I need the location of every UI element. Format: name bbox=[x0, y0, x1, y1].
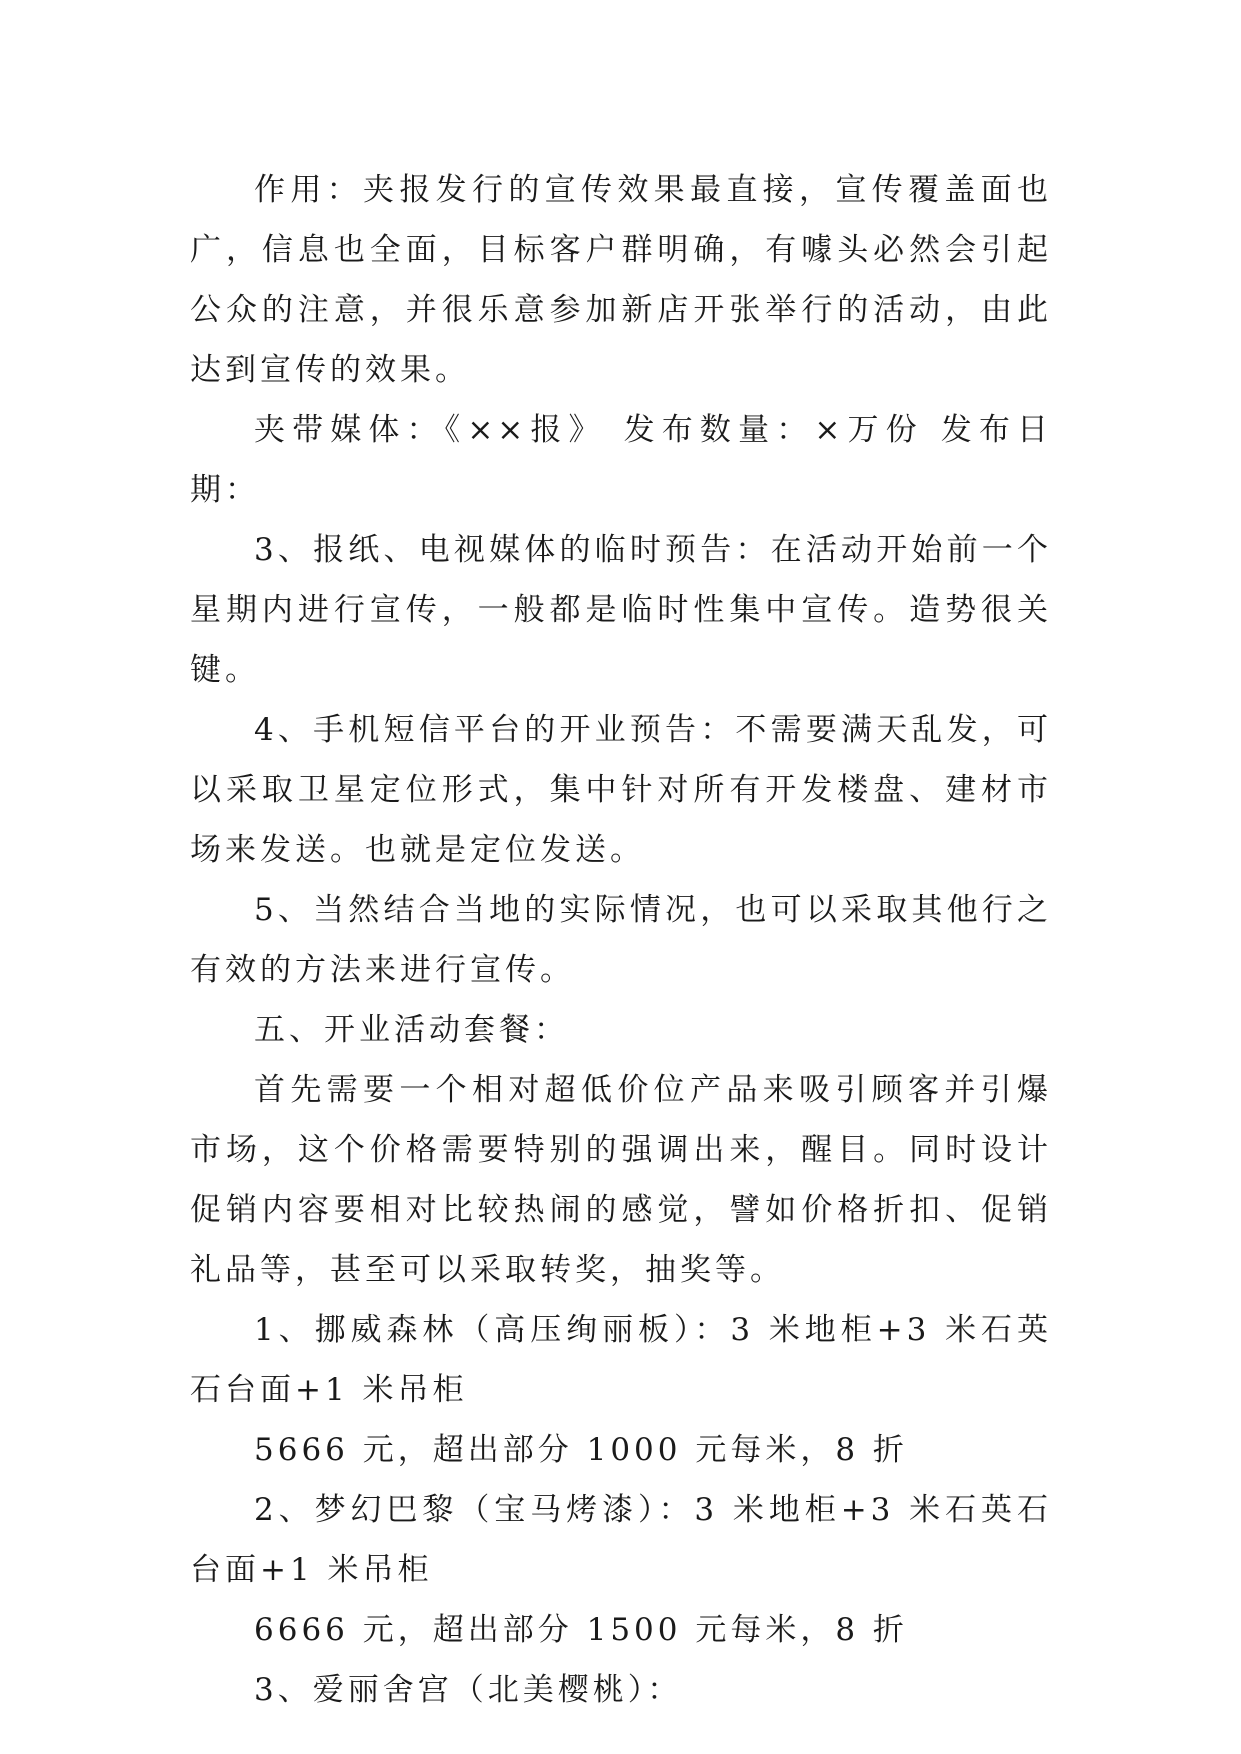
paragraph-package-intro: 首先需要一个相对超低价位产品来吸引顾客并引爆市场，这个价格需要特别的强调出来，醒目。同时设计促销内容要相对比较热闹的感觉，譬如价格折扣、促销礼品等，甚至可以采取转奖，抽奖等。 bbox=[190, 1072, 1052, 1288]
document-body bbox=[190, 160, 1052, 1720]
section-heading-opening-package: 五、开业活动套餐： bbox=[254, 1012, 569, 1048]
paragraph-purpose: 作用：夹报发行的宣传效果最直接，宣传覆盖面也广，信息也全面，目标客户群明确，有噱头必然会引起公众的注意，并很乐意参加新店开张举行的活动，由此达到宣传的效果。 bbox=[190, 172, 1052, 388]
paragraph-package-1-price: 5666 元，超出部分 1000 元每米，8 折 bbox=[254, 1432, 908, 1468]
paragraph-insert-media: 夹带媒体：《××报》 发布数量：×万份 发布日期： bbox=[190, 412, 1052, 508]
paragraph-item-5-local: 5、当然结合当地的实际情况，也可以采取其他行之有效的方法来进行宣传。 bbox=[190, 892, 1052, 988]
paragraph-package-3: 3、爱丽舍宫（北美樱桃）： bbox=[254, 1672, 683, 1708]
paragraph-item-3-tv-newspaper: 3、报纸、电视媒体的临时预告：在活动开始前一个星期内进行宣传，一般都是临时性集中宣传。造势很关键。 bbox=[190, 532, 1052, 688]
paragraph-package-2-price: 6666 元，超出部分 1500 元每米，8 折 bbox=[254, 1612, 908, 1648]
paragraph-item-4-sms: 4、手机短信平台的开业预告：不需要满天乱发，可以采取卫星定位形式，集中针对所有开发楼盘、建材市场来发送。也就是定位发送。 bbox=[190, 712, 1052, 868]
paragraph-package-2: 2、梦幻巴黎（宝马烤漆）：3 米地柜+3 米石英石台面+1 米吊柜 bbox=[190, 1492, 1052, 1588]
paragraph-package-1: 1、挪威森林（高压绚丽板）：3 米地柜+3 米石英石台面+1 米吊柜 bbox=[190, 1312, 1052, 1408]
